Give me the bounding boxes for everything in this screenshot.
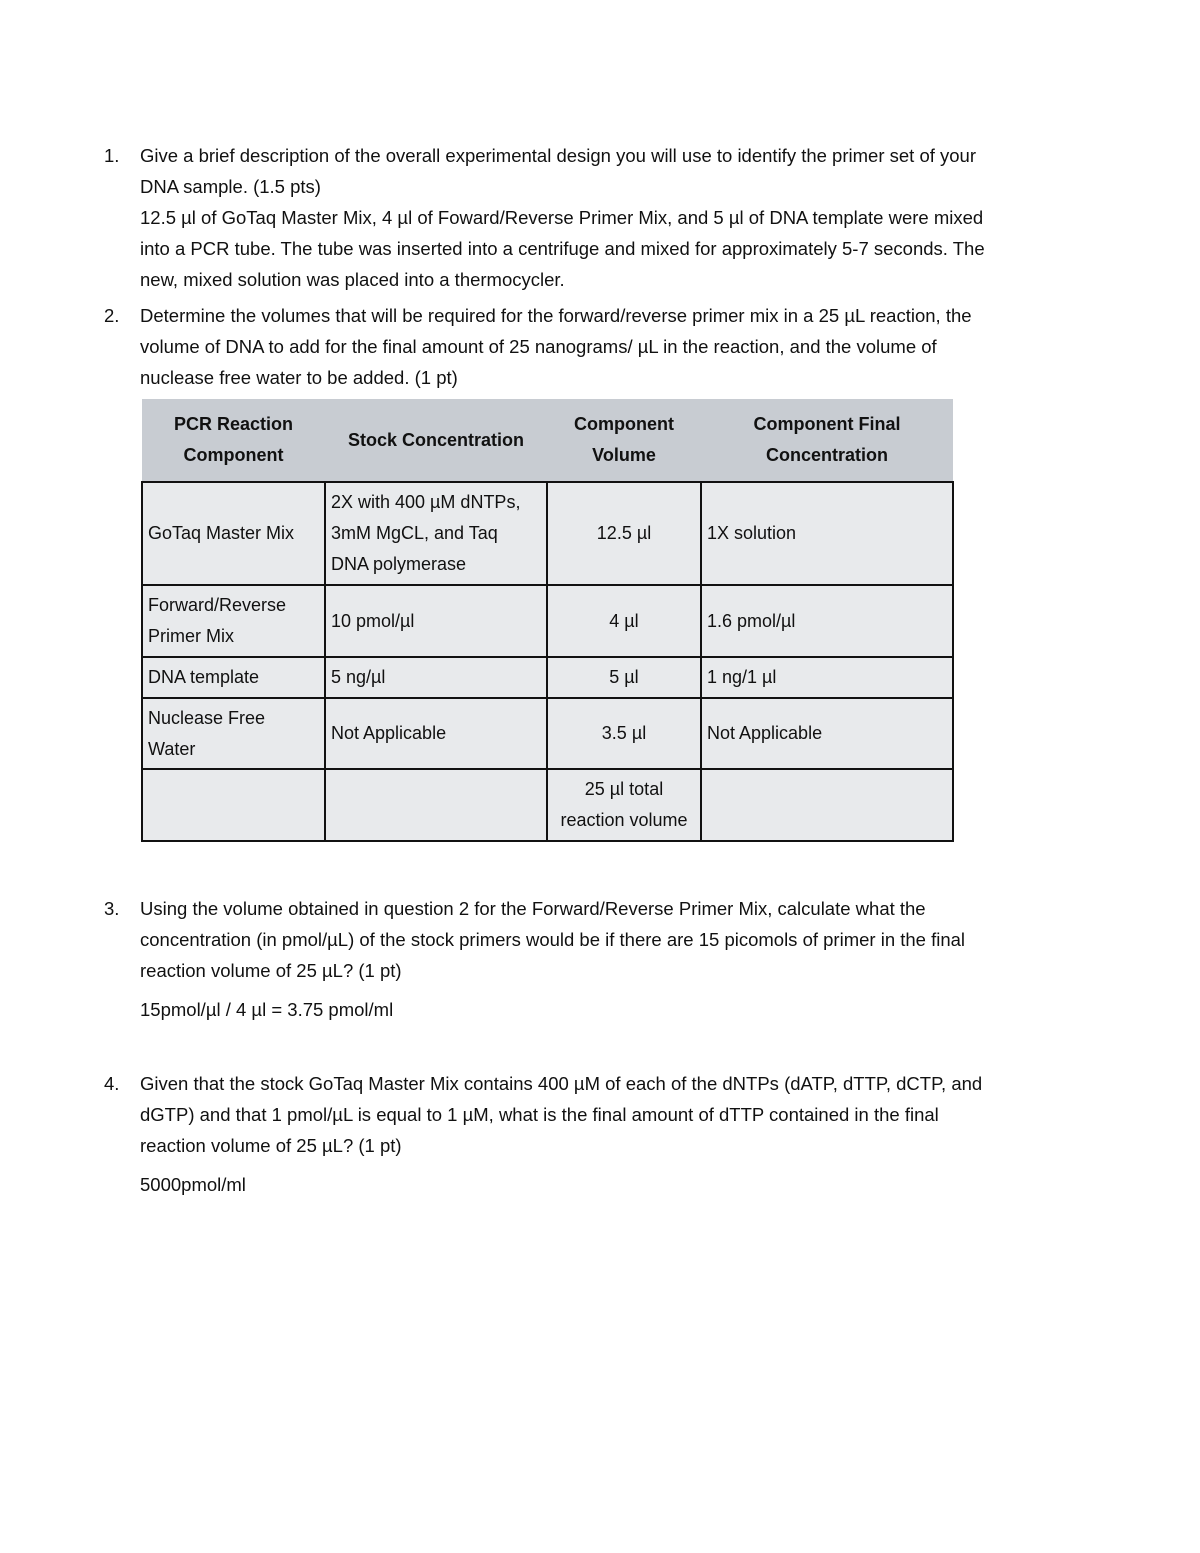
question-text-line: Give a brief description of the overall experimental design you will use to identify the primer set of your: [140, 145, 976, 166]
table-cell: [142, 657, 325, 698]
cell-text: 1.6 pmol/µl: [707, 610, 796, 631]
table-header-row: [142, 399, 953, 482]
cell-text: Forward/Reverse: [148, 595, 287, 615]
question-2: [104, 300, 1064, 393]
header-stock-concentration: [325, 399, 547, 482]
table-cell: [142, 769, 325, 841]
table-cell: [325, 698, 547, 769]
cell-text: 3mM MgCL, and Taq: [331, 523, 498, 543]
question-1: [104, 140, 1064, 295]
cell-text: Water: [148, 738, 196, 759]
table-row: [142, 482, 953, 585]
question-text-line: volume of DNA to add for the final amount of 25 nanograms/ µL in the reaction, and the volume of: [140, 336, 937, 357]
cell-text: Nuclease Free: [148, 707, 266, 728]
header-text: PCR Reaction: [173, 414, 294, 434]
cell-text: 2X with 400 µM dNTPs,: [331, 492, 521, 512]
table-cell: [701, 585, 953, 657]
question-number: 4.: [104, 1073, 120, 1094]
cell-text: 5 ng/µl: [331, 667, 386, 687]
question-text-line: DNA sample. (1.5 pts): [140, 176, 321, 197]
header-component-final-concentration: [701, 399, 953, 482]
header-text: Volume: [592, 445, 656, 465]
question-number: 3.: [104, 898, 120, 919]
table-cell: [547, 585, 701, 657]
table-cell: [547, 769, 701, 841]
cell-text: Primer Mix: [148, 626, 234, 646]
table-cell: [325, 585, 547, 657]
table-cell: [701, 698, 953, 769]
question-number: 2.: [104, 305, 120, 326]
cell-text: Not Applicable: [331, 723, 447, 743]
cell-text: 10 pmol/µl: [331, 610, 415, 631]
table-cell: [547, 657, 701, 698]
table-cell: [142, 585, 325, 657]
cell-text: 4 µl: [609, 610, 639, 631]
table-cell: [701, 482, 953, 585]
header-component-volume: [547, 399, 701, 482]
header-pcr-reaction-component: [142, 399, 325, 482]
table-row: [142, 585, 953, 657]
cell-text: DNA polymerase: [331, 554, 467, 574]
table-row: [142, 657, 953, 698]
answer-text-line: new, mixed solution was placed into a thermocycler.: [140, 269, 565, 290]
table-cell: [325, 769, 547, 841]
question-text-line: reaction volume of 25 µL? (1 pt): [140, 960, 402, 981]
question-text-line: Determine the volumes that will be required for the forward/reverse primer mix in a 25 µL reaction, the: [140, 305, 972, 326]
header-text: Stock Concentration: [347, 429, 525, 450]
cell-text: reaction volume: [560, 810, 688, 830]
table-cell: [142, 482, 325, 585]
table-cell: [701, 769, 953, 841]
header-text: Component: [183, 445, 284, 465]
question-3: [104, 893, 1064, 1025]
header-text: Concentration: [765, 445, 888, 465]
question-number: 1.: [104, 145, 120, 166]
cell-text: 25 µl total: [584, 779, 664, 799]
cell-text: 3.5 µl: [601, 723, 647, 743]
table-cell: [547, 698, 701, 769]
table-cell: [142, 698, 325, 769]
cell-text: GoTaq Master Mix: [148, 523, 295, 543]
cell-text: 12.5 µl: [596, 523, 652, 543]
cell-text: 5 µl: [609, 667, 639, 687]
cell-text: Not Applicable: [707, 723, 823, 743]
answer-text: 5000pmol/ml: [140, 1174, 246, 1195]
header-text: Component Final: [753, 414, 901, 434]
answer-text: 15pmol/µl / 4 µl = 3.75 pmol/ml: [140, 999, 394, 1020]
table-cell: [325, 482, 547, 585]
table-cell: [325, 657, 547, 698]
cell-text: 1 ng/1 µl: [707, 667, 777, 687]
table-row: [142, 769, 953, 841]
question-text-line: reaction volume of 25 µL? (1 pt): [140, 1135, 402, 1156]
table-cell: [547, 482, 701, 585]
header-text: Component: [574, 414, 674, 434]
pcr-reaction-table: [141, 399, 954, 842]
cell-text: 1X solution: [707, 523, 797, 543]
question-text-line: Given that the stock GoTaq Master Mix contains 400 µM of each of the dNTPs (dATP, dTTP, dCTP, and: [140, 1073, 983, 1094]
table-row: [142, 698, 953, 769]
question-4: [104, 1068, 1064, 1200]
question-text-line: Using the volume obtained in question 2 for the Forward/Reverse Primer Mix, calculate what the: [140, 898, 926, 919]
question-text-line: dGTP) and that 1 pmol/µL is equal to 1 µM, what is the final amount of dTTP contained in the final: [140, 1104, 939, 1125]
question-text-line: concentration (in pmol/µL) of the stock primers would be if there are 15 picomols of primer in the final: [140, 929, 966, 950]
cell-text: DNA template: [148, 667, 260, 687]
table-cell: [701, 657, 953, 698]
answer-text-line: 12.5 µl of GoTaq Master Mix, 4 µl of Foward/Reverse Primer Mix, and 5 µl of DNA template were mixed: [140, 207, 984, 228]
question-text-line: nuclease free water to be added. (1 pt): [140, 367, 458, 388]
answer-text-line: into a PCR tube. The tube was inserted into a centrifuge and mixed for approximately 5-7 seconds. The: [140, 238, 985, 259]
